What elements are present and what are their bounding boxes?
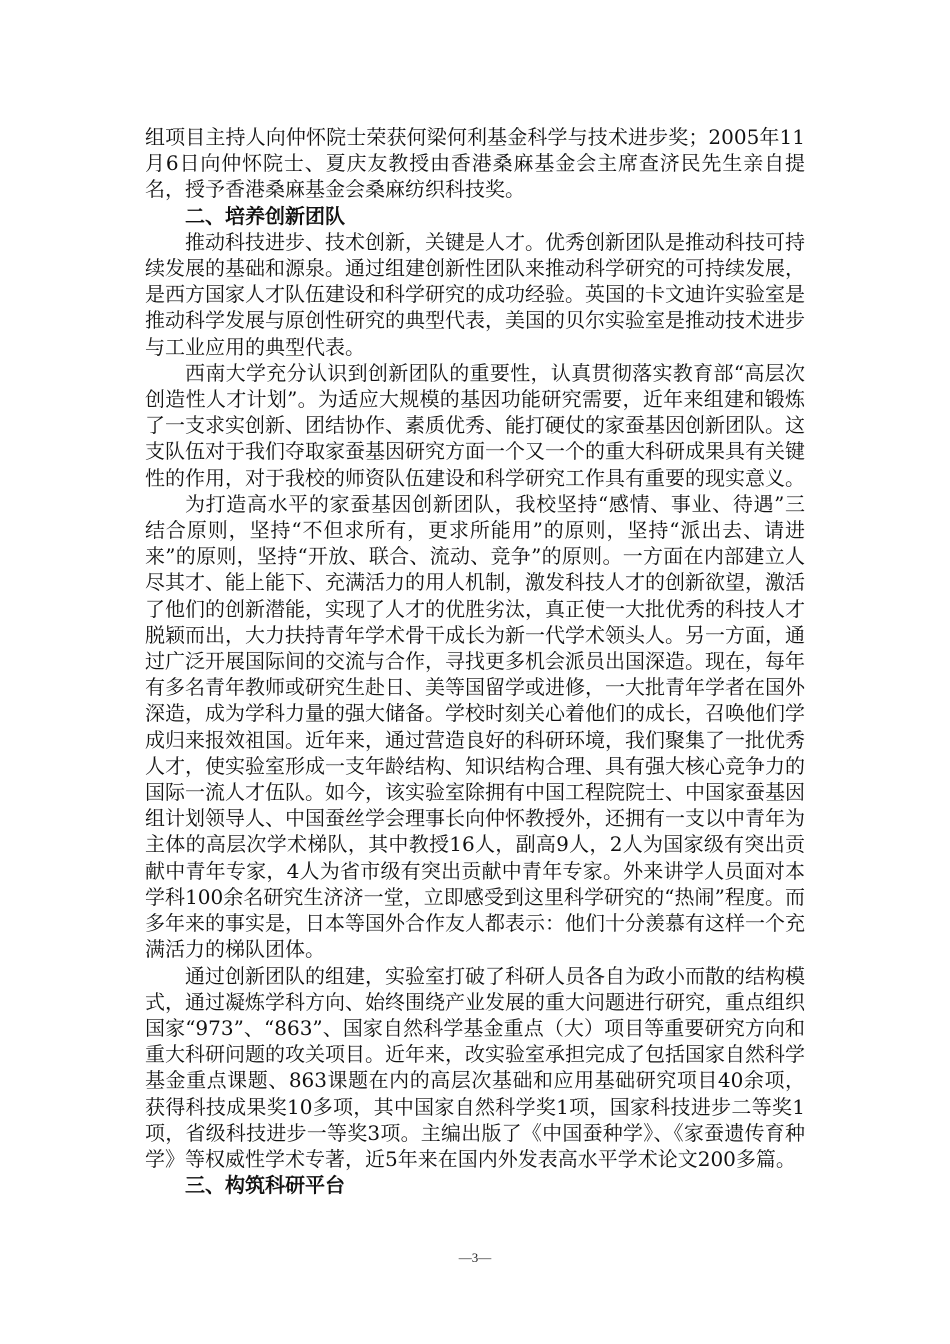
document-body: [145, 124, 805, 1198]
paragraph-award-continuation: 组项目主持人向仲怀院士荣获何梁何利基金科学与技术进步奖；2005年11月6日向仲怀院士、夏庆友教授由香港桑麻基金会主席查济民先生亲自提名，授予香港桑麻基金会桑麻纺织科技奖。: [145, 125, 805, 202]
paragraph-team-building-principles: 为打造高水平的家蚕基因创新团队，我校坚持“感情、事业、待遇”三结合原则，坚持“不但求所有，更求所能用”的原则，坚持“派出去、请进来”的原则，坚持“开放、联合、流动、竞争”的原则。一方面在内部建立人尽其才、能上能下、充满活力的用人机制，激发科技人才的创新欲望，激活了他们的创新潜能，实现了人才的优胜劣汰，真正使一大批优秀的科技人才脱颖而出，大力扶持青年学术骨干成长为新一代学术领头人。另一方面，通过广泛开展国际间的交流与合作，寻找更多机会派员出国深造。现在，每年有多名青年教师或研究生赴日、美等国留学或进修，一大批青年学者在国外深造，成为学科力量的强大储备。学校时刻关心着他们的成长，召唤他们学成归来报效祖国。近年来，通过营造良好的科研环境，我们聚集了一批优秀人才，使实验室形成一支年龄结构、知识结构合理、具有强大核心竞争力的国际一流人才伍队。如今，该实验室除拥有中国工程院院士、中国家蚕基因组计划领导人、中国蚕丝学会理事长向仲怀教授外，还拥有一支以中青年为主体的高层次学术梯队，其中教授16人，副高9人，2人为国家级有突出贡献中青年专家，4人为省市级有突出贡献中青年专家。外来讲学人员面对本学科100余名研究生济济一堂，立即感受到这里科学研究的“热闹”程度。而多年来的事实是，日本等国外合作友人都表示：他们十分羡慕有这样一个充满活力的梯队团体。: [145, 491, 805, 962]
page-number: —3—: [458, 1250, 492, 1265]
paragraph-research-achievements: 通过创新团队的组建，实验室打破了科研人员各自为政小而散的结构模式，通过凝炼学科方向、始终围绕产业发展的重大问题进行研究，重点组织国家“973”、“863”、国家自然科学基金重点（大）项目等重要研究方向和重大科研问题的攻关项目。近年来，改实验室承担完成了包括国家自然科学基金重点课题、863课题在内的高层次基础和应用基础研究项目40余项，获得科技成果奖10多项，其中国家自然科学奖1项，国家科技进步二等奖1项，省级科技进步一等奖3项。主编出版了《中国蚕种学》、《家蚕遗传育种学》等权威性学术专著，近5年来在国内外发表高水平学术论文200多篇。: [145, 963, 805, 1171]
section-heading-research-platform: 三、构筑科研平台: [185, 1173, 345, 1198]
paragraph-talent-importance: 推动科技进步、技术创新，关键是人才。优秀创新团队是推动科技可持续发展的基础和源泉。通过组建创新性团队来推动科学研究的可持续发展，是西方国家人才队伍建设和科学研究的成功经验。英国的卡文迪许实验室是推动科学发展与原创性研究的典型代表，美国的贝尔实验室是推动技术进步与工业应用的典型代表。: [145, 229, 805, 359]
section-heading-innovation-team: 二、培养创新团队: [185, 203, 345, 228]
paragraph-southwest-university-team: 西南大学充分认识到创新团队的重要性，认真贯彻落实教育部“高层次创造性人才计划”。为适应大规模的基因功能研究需要，近年来组建和锻炼了一支求实创新、团结协作、素质优秀、能打硬仗的家蚕基因创新团队。这支队伍对于我们夺取家蚕基因研究方面一个又一个的重大科研成果具有关键性的作用，对于我校的师资队伍建设和科学研究工作具有重要的现实意义。: [145, 360, 805, 490]
